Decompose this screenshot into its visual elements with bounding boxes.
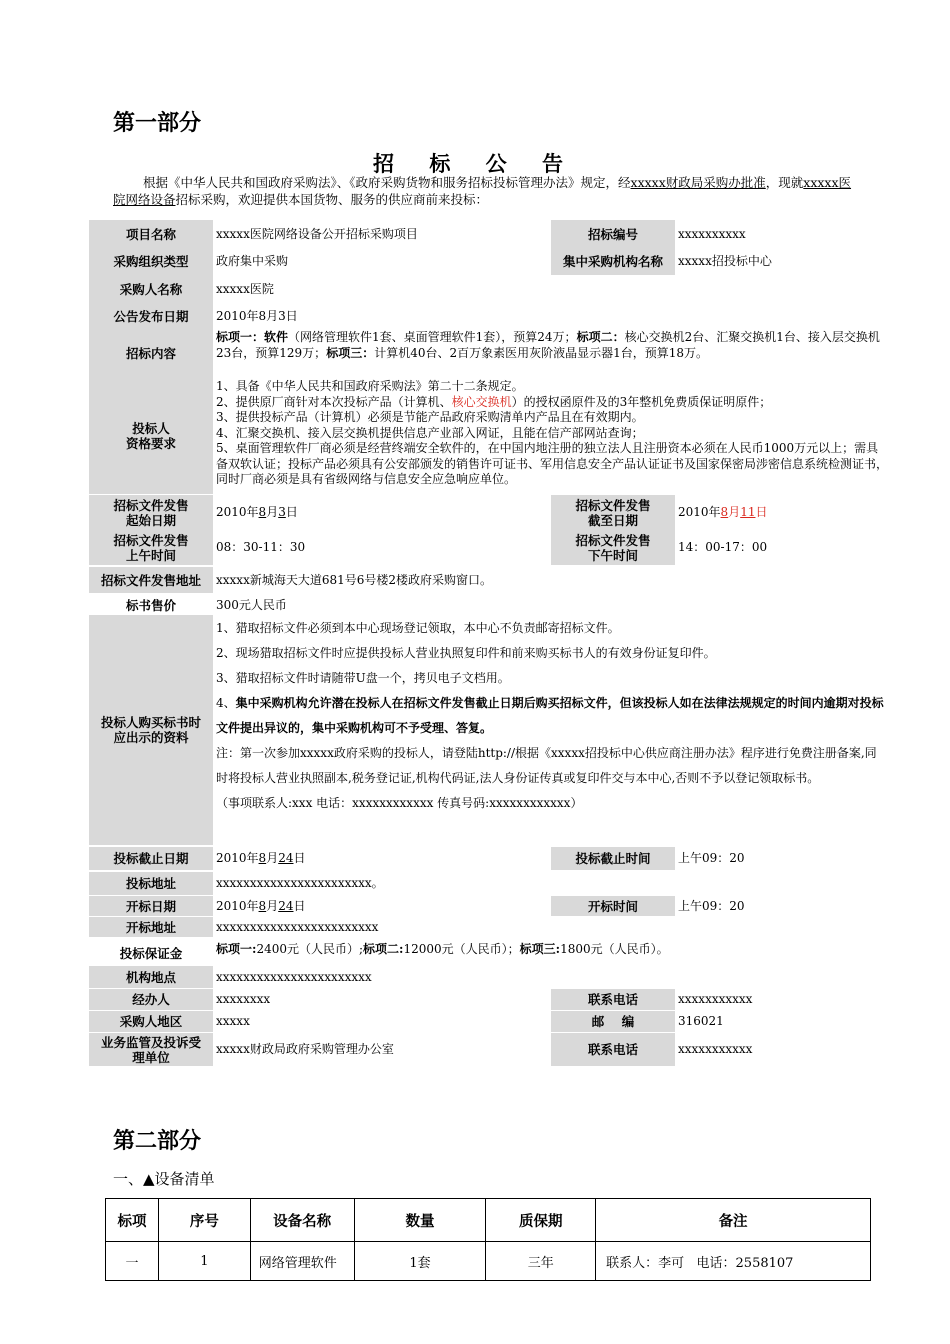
region-value: xxxxx bbox=[216, 1014, 250, 1028]
table-cell: 网络管理软件 bbox=[250, 1242, 354, 1281]
project-name-label: 项目名称 bbox=[89, 220, 213, 248]
org-type-value: 政府集中采购 bbox=[216, 254, 289, 268]
table-row bbox=[106, 1242, 871, 1281]
deadline-time-value: 上午09：20 bbox=[678, 851, 745, 865]
publish-date-value: 2010年8月3日 bbox=[216, 308, 298, 323]
qualification-label: 投标人 资格要求 bbox=[89, 378, 213, 494]
content-label: 招标内容 bbox=[89, 329, 213, 378]
sale-am-value: 08：30-11：30 bbox=[216, 540, 306, 554]
open-date-label: 开标日期 bbox=[89, 896, 213, 916]
agency-value: xxxxx招投标中心 bbox=[678, 254, 772, 268]
col-header: 备注 bbox=[596, 1199, 871, 1242]
qualification-value: 1、具备《中华人民共和国政府采购法》第二十二条规定。 2、提供原厂商针对本次投标产品（计算机、核心交换机）的授权函原件及的3年整机免费质保证明原件； 3、提供投标产品（计算机）必须是节能产品政府采购清单内产品且在有效期内。 4、汇聚交换机、接入层交换机提供信息产业部入网证，且能在信产部网站查询； 5、桌面管理软件厂商必须是经营终端安全软件的，在中国内地注册的独立法人且注册资本必须在人民币1000万元以上；需具备双软认证；投标产品必须具有公安部颁发的销售许可证书、军用信息安全产品认证证书及国家保密局涉密信息系统检测证书，同时厂商必须是具有省级网络与信息安全应急响应单位。 bbox=[216, 379, 888, 486]
handler-value: xxxxxxxx bbox=[216, 992, 271, 1006]
open-time-label: 开标时间 bbox=[551, 896, 675, 916]
sale-start-value: 2010年 8 月 3 日 bbox=[216, 505, 298, 519]
equipment-list-heading: 一、▲设备清单 bbox=[113, 1170, 215, 1188]
sale-end-value: 2010年 8 月 11 日 bbox=[678, 505, 768, 519]
zip-value: 316021 bbox=[678, 1014, 724, 1028]
table-cell: 1套 bbox=[354, 1242, 486, 1281]
publish-date-label: 公告发布日期 bbox=[89, 303, 213, 329]
col-header: 设备名称 bbox=[250, 1199, 354, 1242]
documents-label: 投标人购买标书时 应出示的资料 bbox=[89, 615, 213, 845]
region-label: 采购人地区 bbox=[89, 1011, 213, 1032]
col-header: 数量 bbox=[354, 1199, 486, 1242]
location-label: 机构地点 bbox=[89, 966, 213, 988]
sale-start-label: 招标文件发售 起始日期 bbox=[89, 495, 213, 530]
open-address-value: xxxxxxxxxxxxxxxxxxxxxxxx bbox=[216, 919, 379, 934]
project-name-value: xxxxx医院网络设备公开招标采购项目 bbox=[216, 226, 418, 241]
phone1-label: 联系电话 bbox=[551, 989, 675, 1010]
tender-no-label: 招标编号 bbox=[551, 220, 675, 248]
notice-title: 招 标 公 告 bbox=[373, 152, 577, 176]
open-address-label: 开标地址 bbox=[89, 917, 213, 937]
intro-paragraph: 根据《中华人民共和国政府采购法》、《政府采购货物和服务招标投标管理办法》规定，经xxxxx财政局采购办批准，现就xxxxx医院网络设备招标采购，欢迎提供本国货物、服务的供应商前来投标： bbox=[113, 175, 852, 207]
buyer-label: 采购人名称 bbox=[89, 275, 213, 303]
org-type-label: 采购组织类型 bbox=[89, 248, 213, 275]
tender-no-value: xxxxxxxxxx bbox=[678, 226, 746, 241]
deadline-time-label: 投标截止时间 bbox=[551, 847, 675, 870]
col-header: 标项 bbox=[106, 1199, 159, 1242]
bid-address-label: 投标地址 bbox=[89, 872, 213, 895]
part1-heading: 第一部分 bbox=[113, 111, 202, 136]
table-cell: 一 bbox=[106, 1242, 159, 1281]
open-date-value: 2010年 8 月 24 日 bbox=[216, 898, 306, 913]
col-header: 序号 bbox=[158, 1199, 250, 1242]
zip-label: 邮 编 bbox=[551, 1011, 675, 1032]
sale-pm-label: 招标文件发售 下午时间 bbox=[551, 530, 675, 565]
location-value: xxxxxxxxxxxxxxxxxxxxxxx bbox=[216, 969, 372, 984]
documents-value: 1、猎取招标文件必须到本中心现场登记领取，本中心不负责邮寄招标文件。 2、现场猎取招标文件时应提供投标人营业执照复印件和前来购买标书人的有效身份证复印件。 3、猎取招标文件时请随带U盘一个，拷贝电子文档用。 4、集中采购机构允许潜在投标人在招标文件发售截止日期后购买招标文件，但该投标人如在法律法规规定的时间内逾期对投标文件提出异议的，集中采购机构可不予受理、答复。 注：第一次参加xxxxx政府采购的投标人，请登陆http://根据《xxxxx招投标中心供应商注册办法》程序进行免费注册备案,同时将投标人营业执照副本,税务登记证,机构代码证,法人身份证传真或复印件交与本中心,否则不予以登记领取标书。 （事项联系人:xxx 电话：xxxxxxxxxxxx 传真号码:xxxxxxxxxxxx） bbox=[216, 621, 884, 810]
bid-address-value: xxxxxxxxxxxxxxxxxxxxxxx。 bbox=[216, 876, 384, 890]
equipment-table-header bbox=[106, 1199, 871, 1242]
sale-address-label: 招标文件发售地址 bbox=[89, 567, 213, 593]
deadline-date-value: 2010年 8 月 24 日 bbox=[216, 851, 306, 865]
open-time-value: 上午09：20 bbox=[678, 898, 745, 913]
part2-heading: 第二部分 bbox=[113, 1129, 202, 1154]
price-value: 300元人民币 bbox=[216, 597, 287, 612]
table-cell: 1 bbox=[158, 1242, 250, 1281]
price-label: 标书售价 bbox=[89, 595, 213, 615]
equipment-table bbox=[105, 1198, 871, 1281]
phone1-value: xxxxxxxxxxx bbox=[678, 992, 753, 1006]
deadline-date-label: 投标截止日期 bbox=[89, 847, 213, 870]
col-header: 质保期 bbox=[486, 1199, 596, 1242]
handler-label: 经办人 bbox=[89, 989, 213, 1010]
bond-label: 投标保证金 bbox=[89, 940, 213, 966]
buyer-value: xxxxx医院 bbox=[216, 281, 274, 296]
supervisor-value: xxxxx财政局政府采购管理办公室 bbox=[216, 1042, 394, 1056]
sale-address-value: xxxxx新城海天大道681号6号楼2楼政府采购窗口。 bbox=[216, 572, 493, 587]
table-cell: 三年 bbox=[486, 1242, 596, 1281]
table-cell: 联系人：李可 电话：2558107 bbox=[596, 1242, 871, 1281]
agency-label: 集中采购机构名称 bbox=[551, 248, 675, 275]
content-value: 标项一：软件（网络管理软件1套、桌面管理软件1套），预算24万；标项二：核心交换机2台、汇聚交换机1台、接入层交换机23台，预算129万；标项三：计算机40台、2百万象素医用灰阶液晶显示器1台，预算18万。 bbox=[216, 330, 880, 360]
phone2-label: 联系电话 bbox=[551, 1033, 675, 1066]
phone2-value: xxxxxxxxxxx bbox=[678, 1042, 753, 1056]
sale-pm-value: 14：00-17：00 bbox=[678, 540, 768, 554]
sale-am-label: 招标文件发售 上午时间 bbox=[89, 530, 213, 565]
bond-value: 标项一: 2400元（人民币）; 标项二: 12000元（人民币）； 标项三: 1800元（人民币）。 bbox=[216, 941, 669, 956]
sale-end-label: 招标文件发售 截至日期 bbox=[551, 495, 675, 530]
supervisor-label: 业务监管及投诉受 理单位 bbox=[89, 1033, 213, 1066]
